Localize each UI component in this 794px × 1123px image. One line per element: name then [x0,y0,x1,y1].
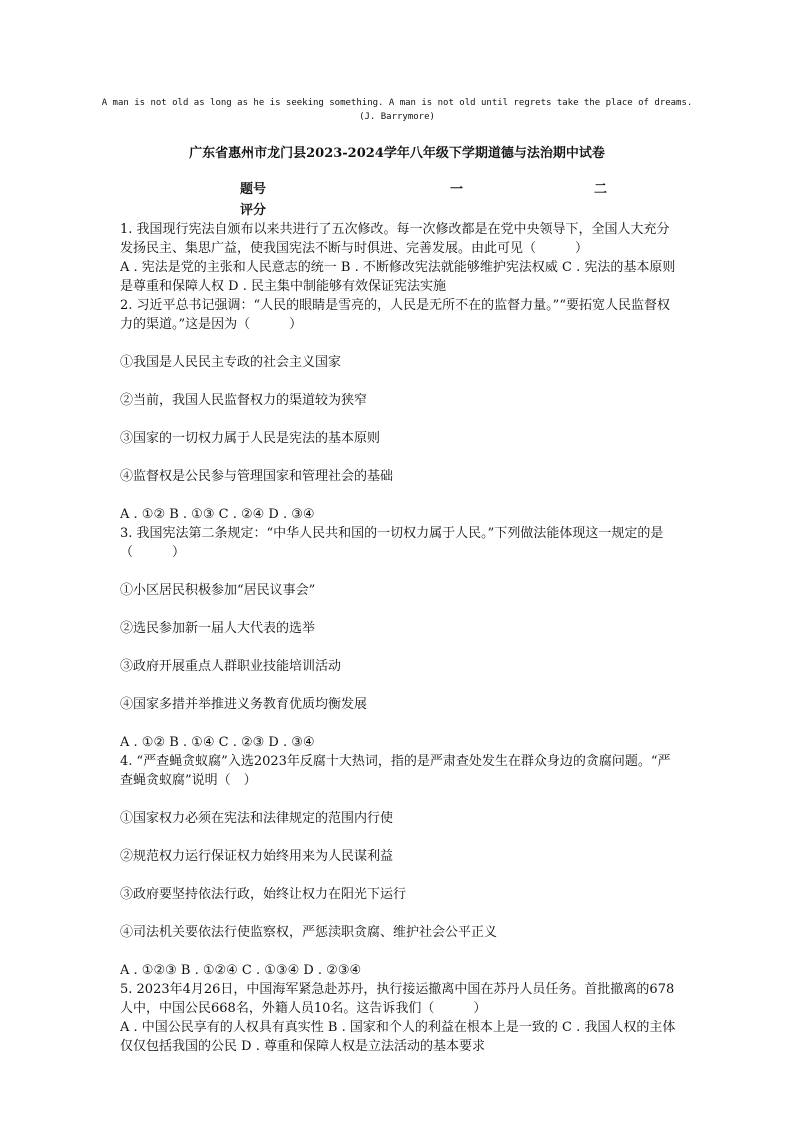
header-question-number: 题号 [240,182,267,197]
question-3-item: ①小区居民积极参加“居民议事会” [120,583,316,598]
question-2-stem: 2. 习近平总书记强调：“人民的眼睛是雪亮的，人民是无所不在的监督力量。”“要拓宽人民监督权力的渠道。”这是因为（ ） [120,298,670,332]
question-5-options: A . 中国公民享有的人权具有真实性 B . 国家和个人的利益在根本上是一致的 C . 我国人权的主体仅仅包括我国的公民 D . 尊重和保障人权是立法活动的基本要求 [120,1020,676,1054]
score-table [240,178,620,220]
question-1-options: A . 宪法是党的主张和人民意志的统一 B . 不断修改宪法就能够维护宪法权威 C . 宪法的基本原则是尊重和保障人权 D . 民主集中制能够有效保证宪法实施 [120,260,676,294]
question-3-item: ③政府开展重点人群职业技能培训活动 [120,659,342,674]
question-2-item: ③国家的一切权力属于人民是宪法的基本原则 [120,431,381,446]
question-4-item: ④司法机关要依法行使监察权，严惩渎职贪腐、维护社会公平正义 [120,925,498,940]
question-3-options: A . ①② B . ①④ C . ②③ D . ③④ [120,735,315,750]
question-list [120,220,676,1056]
question-3-stem: 3. 我国宪法第二条规定：“中华人民共和国的一切权力属于人民。”下列做法能体现这一规定的是（ ） [120,526,664,560]
header-section-2: 二 [594,182,608,197]
question-4-stem: 4. “严查蝇贪蚁腐”入选2023年反腐十大热词，指的是严肃查处发生在群众身边的贪腐问题。“严查蝇贪蚁腐”说明（ ） [120,754,671,788]
question-3-item: ②选民参加新一届人大代表的选举 [120,621,316,636]
quote-text: A man is not old as long as he is seeking something. A man is not old until regrets take the place of dreams. [101,98,693,108]
question-2-item: ④监督权是公民参与管理国家和管理社会的基础 [120,469,394,484]
score-row-label: 评分 [240,203,267,218]
question-4-item: ①国家权力必须在宪法和法律规定的范围内行使 [120,811,394,826]
question-2-item: ①我国是人民民主专政的社会主义国家 [120,355,342,370]
question-2-item: ②当前，我国人民监督权力的渠道较为狭窄 [120,393,368,408]
score-table-score-row [240,199,620,220]
question-4-item: ②规范权力运行保证权力始终用来为人民谋利益 [120,849,394,864]
question-4-item: ③政府要坚持依法行政，始终让权力在阳光下运行 [120,887,407,902]
quote-author: (J. Barrymore) [359,112,435,122]
epigraph-quote [100,96,694,124]
question-2-options: A . ①② B . ①③ C . ②④ D . ③④ [120,507,315,522]
question-1-stem: 1. 我国现行宪法自颁布以来共进行了五次修改。每一次修改都是在党中央领导下，全国人大充分发扬民主、集思广益，使我国宪法不断与时俱进、完善发展。由此可见（ ） [120,222,670,256]
exam-title: 广东省惠州市龙门县2023-2024学年八年级下学期道德与法治期中试卷 [189,146,605,161]
question-4-options: A . ①②③ B . ①②④ C . ①③④ D . ②③④ [120,963,362,978]
header-section-1: 一 [450,182,464,197]
question-3-item: ④国家多措并举推进义务教育优质均衡发展 [120,697,368,712]
question-5-stem: 5. 2023年4月26日，中国海军紧急赴苏丹，执行接运撤离中国在苏丹人员任务。首批撤离的678人中，中国公民668名，外籍人员10名。这告诉我们（ ） [120,982,675,1016]
score-table-header [240,178,620,199]
